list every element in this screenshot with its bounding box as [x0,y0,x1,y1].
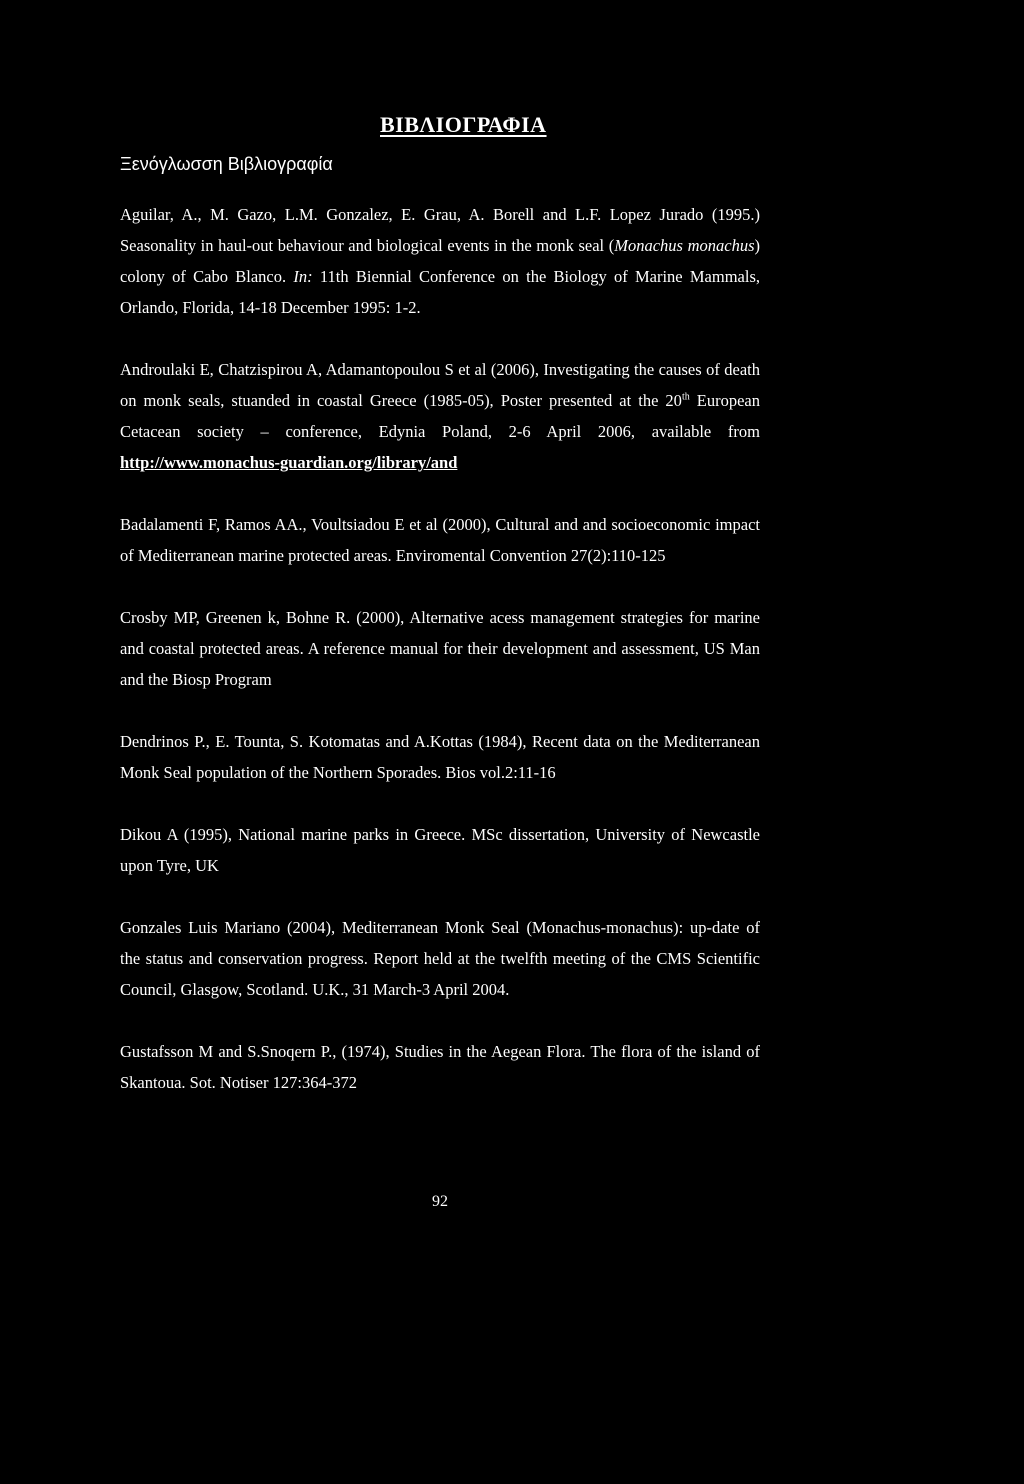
section-subheading: Ξενόγλωσση Βιβλιογραφία [120,154,333,174]
reference-list [120,199,760,1098]
ordinal-suffix: th [681,391,690,403]
reference-dikou: Dikou A (1995), National marine parks in Greece. MSc dissertation, University of Newcastle upon Tyre, UK [120,825,760,875]
reference-text: Androulaki E, Chatzispirou A, Adamantopoulou S et al (2006), Investigating the causes of death on monk seals, stuanded in coastal Greece (1985-05), Poster presented at the 20 [120,360,760,410]
page-number: 92 [432,1193,448,1210]
reference-aguilar [120,199,760,323]
page-heading: ΒΙΒΛΙΟΓΡΑΦΙΑ [380,112,547,137]
reference-dendrinos: Dendrinos P., E. Tounta, S. Kotomatas and A.Kottas (1984), Recent data on the Mediterranean Monk Seal population of the Northern Sporades. Bios vol.2:11-16 [120,732,760,782]
in-label: In: [293,267,313,286]
species-name: Monachus monachus [614,236,755,255]
reference-text: 11th Biennial Conference on the Biology of Marine Mammals, Orlando, Florida, 14-18 December 1995: 1-2. [120,267,760,317]
reference-text: ) colony of Cabo Blanco. [120,236,760,286]
reference-text: Aguilar, A., M. Gazo, L.M. Gonzalez, E. Grau, A. Borell and L.F. Lopez Jurado (1995.) Seasonality in haul-out behaviour and biological events in the monk seal ( [120,205,760,255]
reference-crosby: Crosby MP, Greenen k, Bohne R. (2000), Alternative acess management strategies for marine and coastal protected areas. A reference manual for their development and assessment, US Man and the Biosp Program [120,608,760,689]
reference-gustafsson: Gustafsson M and S.Snoqern P., (1974), Studies in the Aegean Flora. The flora of the island of Skantoua. Sot. Notiser 127:364-372 [120,1042,760,1092]
reference-androulaki [120,354,760,478]
reference-badalamenti: Badalamenti F, Ramos AA., Voultsiadou E et al (2000), Cultural and and socioeconomic impact of Mediterranean marine protected areas. Enviromental Convention 27(2):110-125 [120,515,760,565]
reference-link[interactable]: http://www.monachus-guardian.org/library/and [120,453,458,472]
reference-gonzales: Gonzales Luis Mariano (2004), Mediterranean Monk Seal (Monachus-monachus): up-date of the status and conservation progress. Report held at the twelfth meeting of the CMS Scientific Council, Glasgow, Scotland. U.K., 31 March-3 April 2004. [120,918,760,999]
reference-text: European Cetacean society – conference, Edynia Poland, 2-6 April 2006, available from [120,391,760,441]
